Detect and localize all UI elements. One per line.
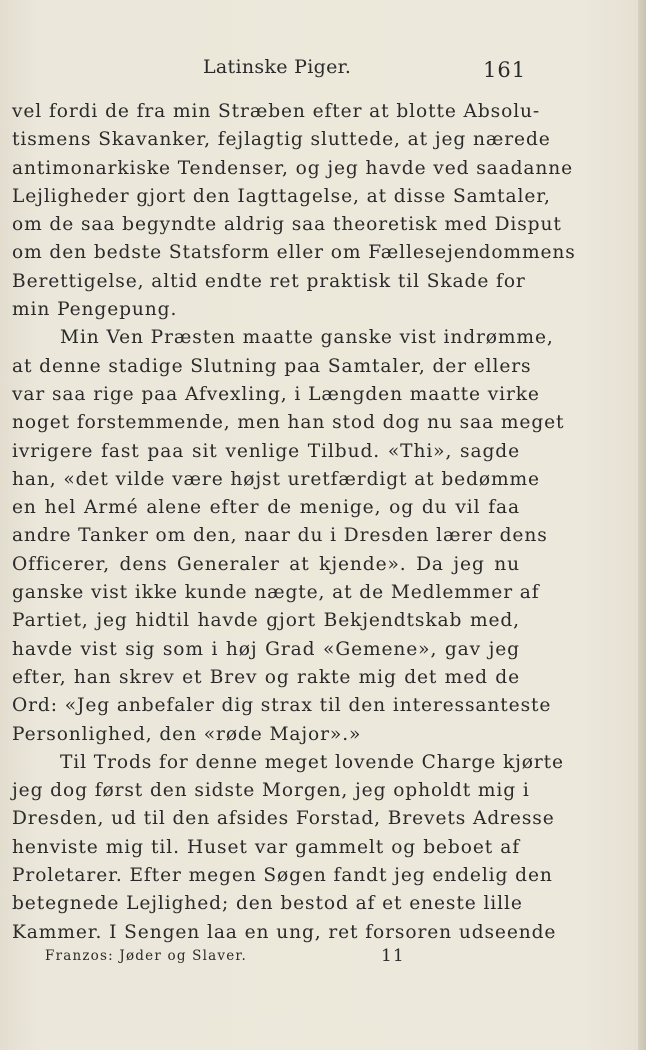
text-line: Personlighed, den «røde Major».» [12,723,362,745]
text-line: om den bedste Statsform eller om Fællesejendommens [12,242,576,264]
text-line: havde vist sig som i høj Grad «Gemene», gav jeg [12,638,520,660]
text-line: om de saa begyndte aldrig saa theoretisk med Disput [12,214,562,236]
text-line: at denne stadige Slutning paa Samtaler, der ellers [12,355,532,377]
body-text [12,98,576,947]
text-line: Lejligheder gjort den Iagttagelse, at disse Samtaler, [12,185,551,207]
page-edge [638,0,646,1050]
page-header [0,54,646,84]
paragraph-start-line: Til Trods for denne meget lovende Charge kjørte [60,751,564,773]
text-line: Officerer, dens Generaler at kjende». Da jeg nu [12,553,520,575]
text-line: Kammer. I Sengen laa en ung, ret forsoren udseende [12,921,557,943]
text-line: Proletarer. Efter megen Søgen fandt jeg endelig den [12,865,553,887]
text-line: ganske vist ikke kunde nægte, at de Medlemmer af [12,582,540,604]
text-line: ivrigere fast paa sit venlige Tilbud. «Thi», sagde [12,440,520,462]
text-line: en hel Armé alene efter de menige, og du vil faa [12,497,520,519]
text-line: antimonarkiske Tendenser, og jeg havde ved saadanne [12,157,574,179]
text-line: efter, han skrev et Brev og rakte mig det med de [12,666,520,688]
text-line: andre Tanker om den, naar du i Dresden lærer dens [12,525,548,547]
text-line: han, «det vilde være højst uretfærdigt at bedømme [12,468,540,490]
text-line: henviste mig til. Huset var gammelt og beboet af [12,836,520,858]
page-number: 161 [483,58,527,82]
text-line: Dresden, ud til den afsides Forstad, Brevets Adresse [12,808,555,830]
text-line: min Pengepung. [12,299,178,321]
text-line: var saa rige paa Afvexling, i Længden maatte virke [12,383,540,405]
sheet-number: 11 [381,946,405,966]
text-line: betegnede Lejlighed; den bestod af et eneste lille [12,893,523,915]
page-footer [0,946,646,970]
signature-mark: Franzos: Jøder og Slaver. [45,948,248,964]
text-line: Berettigelse, altid endte ret praktisk til Skade for [12,270,526,292]
running-title: Latinske Piger. [203,56,352,78]
text-line: Ord: «Jeg anbefaler dig strax til den interessanteste [12,695,552,717]
paragraph-start-line: Min Ven Præsten maatte ganske vist indrømme, [60,327,554,349]
text-line: noget forstemmende, men han stod dog nu saa meget [12,412,565,434]
text-line: jeg dog først den sidste Morgen, jeg opholdt mig i [12,780,530,802]
text-line: vel fordi de fra min Stræben efter at blotte Absolu- [12,101,541,122]
text-line: Partiet, jeg hidtil havde gjort Bekjendtskab med, [12,610,520,632]
text-line: tismens Skavanker, fejlagtig sluttede, at jeg nærede [12,129,551,151]
